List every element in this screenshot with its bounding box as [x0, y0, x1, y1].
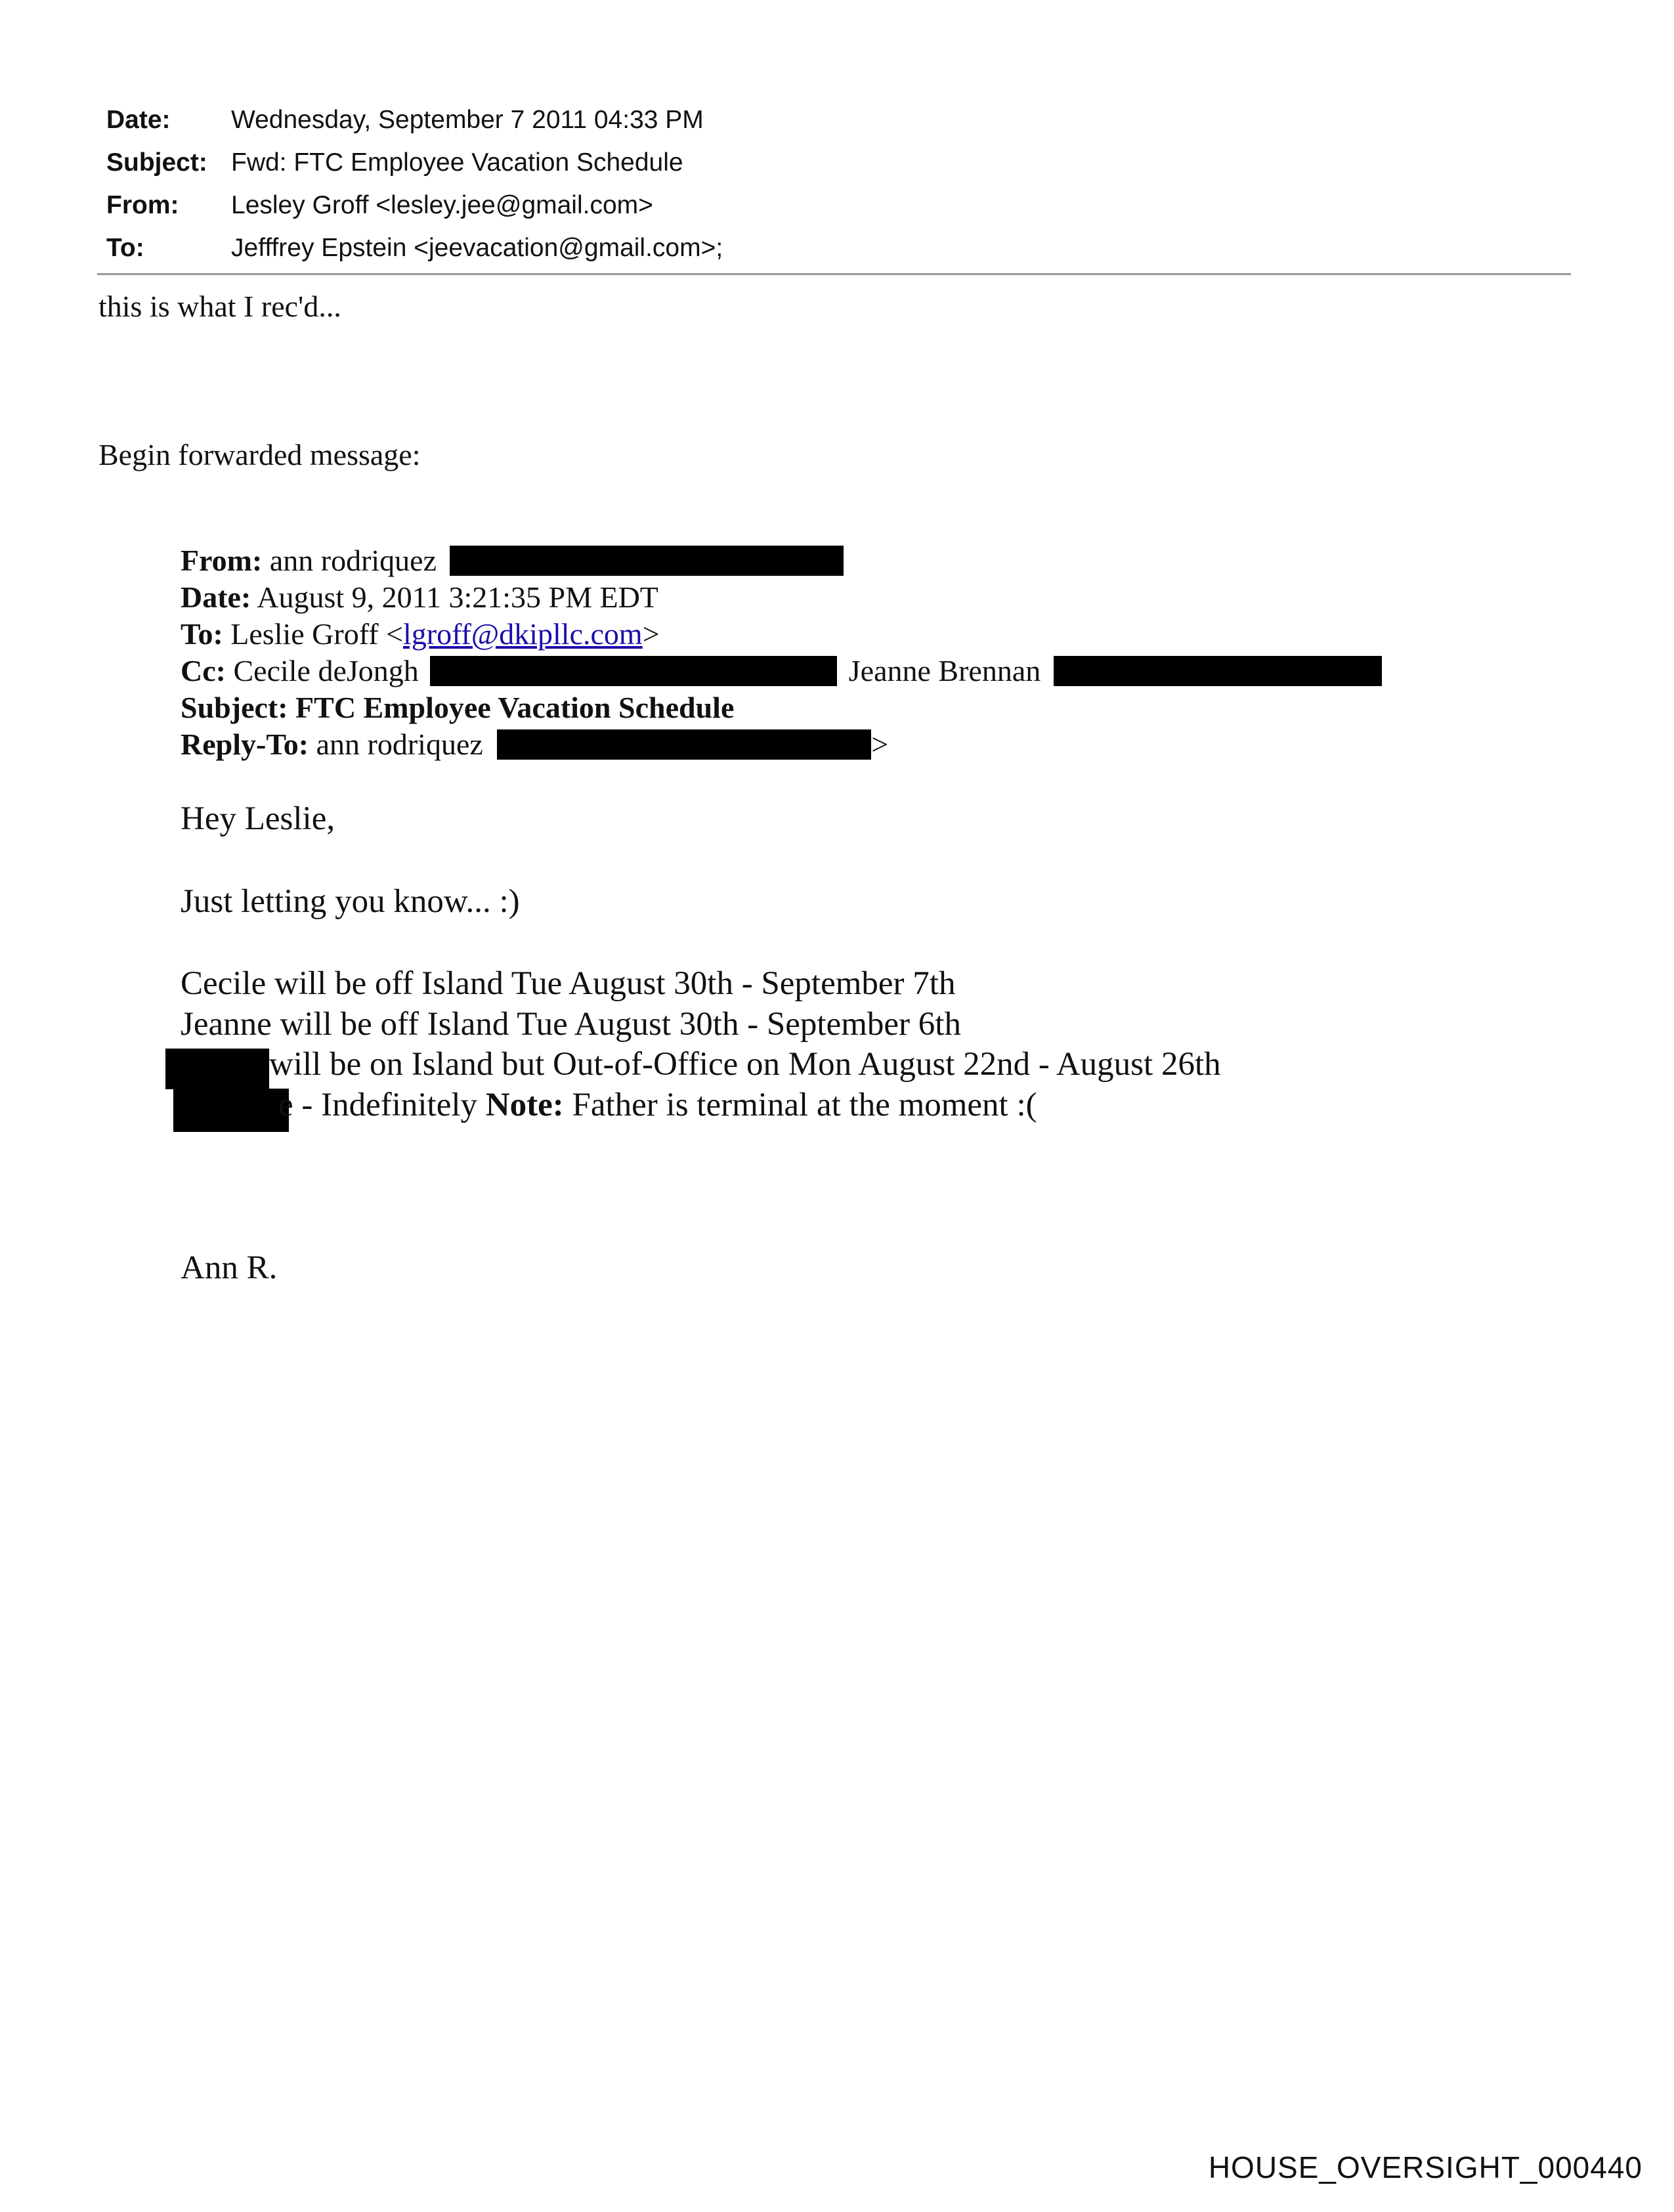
fwd-reply-to-value: ann rodriquez	[316, 727, 483, 761]
fwd-cc-name-2: Jeanne Brennan	[848, 654, 1041, 687]
header-from-label: From:	[106, 191, 179, 219]
fwd-date-row	[181, 579, 1382, 616]
fwd-to-email-link[interactable]: lgroff@dkipllc.com	[402, 617, 643, 651]
fwd-reply-to-label: Reply-To:	[181, 727, 309, 761]
fwd-cc-label: Cc:	[181, 654, 226, 687]
bates-number: HOUSE_OVERSIGHT_000440	[1208, 2150, 1642, 2184]
message-line-1: Just letting you know... :)	[181, 883, 520, 920]
header-divider	[97, 273, 1571, 275]
fwd-to-suffix: >	[642, 617, 660, 651]
fwd-cc-name-1: Cecile deJongh	[233, 654, 419, 687]
fwd-to-label: To:	[181, 617, 223, 651]
fwd-from-row	[181, 542, 1382, 579]
fwd-to-row	[181, 616, 1382, 653]
message-line-5	[278, 1085, 1037, 1125]
fwd-subject-label: Subject:	[181, 691, 288, 724]
fwd-subject-row	[181, 689, 1382, 726]
email-header	[106, 98, 1570, 269]
redaction-box	[497, 729, 871, 760]
header-to-row	[106, 227, 1570, 269]
header-date-label: Date:	[106, 106, 171, 134]
intro-text: this is what I rec'd...	[98, 290, 341, 323]
redaction-box	[173, 1089, 289, 1132]
redaction-box	[1054, 656, 1382, 686]
message-line-3: Jeanne will be off Island Tue August 30th - September 6th	[181, 1006, 961, 1043]
message-line-4: will be on Island but Out-of-Office on Mon August 22nd - August 26th	[269, 1046, 1221, 1083]
header-subject-row	[106, 141, 1570, 184]
header-subject-value: Fwd: FTC Employee Vacation Schedule	[231, 148, 683, 177]
header-subject-label: Subject:	[106, 148, 207, 177]
header-from-row	[106, 184, 1570, 227]
message-note-label: Note:	[485, 1087, 564, 1123]
fwd-from-value: ann rodriquez	[269, 544, 437, 577]
message-greeting: Hey Leslie,	[181, 800, 335, 837]
fwd-date-label: Date:	[181, 580, 251, 614]
fwd-to-prefix: Leslie Groff <	[230, 617, 403, 651]
message-signature: Ann R.	[181, 1249, 278, 1286]
header-to-label: To:	[106, 234, 144, 262]
header-from-value: Lesley Groff <lesley.jee@gmail.com>	[231, 191, 653, 219]
redaction-box	[165, 1049, 269, 1089]
message-line-5-prefix: e - Indefinitely	[278, 1087, 478, 1123]
fwd-cc-row	[181, 653, 1382, 689]
forwarded-header	[181, 542, 1382, 763]
fwd-subject-value: FTC Employee Vacation Schedule	[295, 691, 735, 724]
header-to-value: Jefffrey Epstein <jeevacation@gmail.com>;	[231, 234, 723, 262]
redaction-box	[430, 656, 837, 686]
message-line-5-suffix: Father is terminal at the moment :(	[572, 1087, 1037, 1123]
forward-intro: Begin forwarded message:	[98, 438, 421, 471]
redaction-box	[450, 546, 844, 576]
message-line-2: Cecile will be off Island Tue August 30th - September 7th	[181, 965, 956, 1002]
fwd-date-value: August 9, 2011 3:21:35 PM EDT	[257, 580, 658, 614]
fwd-reply-to-row	[181, 726, 1382, 763]
header-date-row	[106, 98, 1570, 141]
header-date-value: Wednesday, September 7 2011 04:33 PM	[231, 106, 704, 134]
fwd-from-label: From:	[181, 544, 263, 577]
fwd-reply-to-suffix: >	[871, 727, 889, 761]
